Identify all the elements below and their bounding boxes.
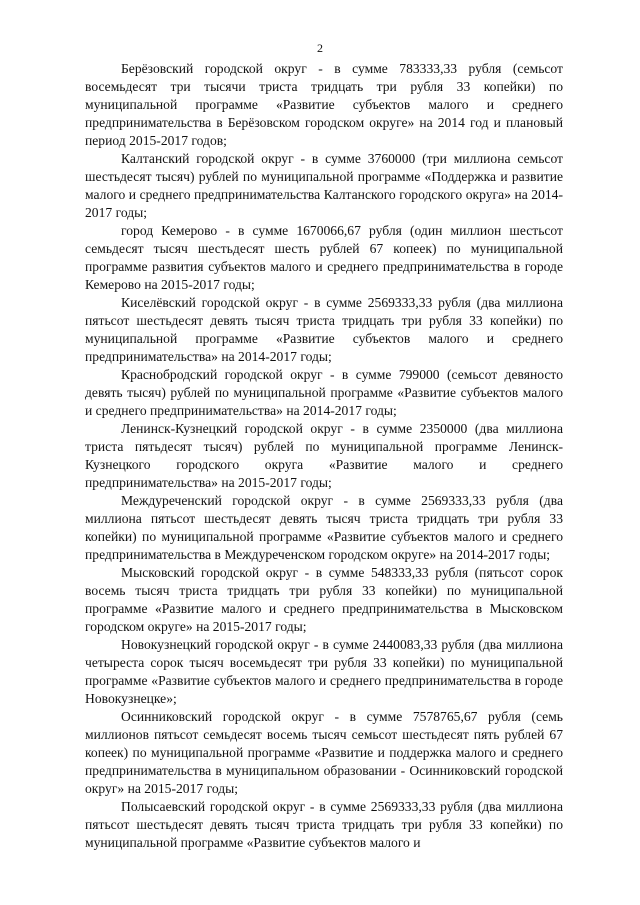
- paragraph-leninsk-kuznetsky: Ленинск-Кузнецкий городской округ - в сумме 2350000 (два миллиона триста пятьдесят тысяч) рублей по муниципальной программе Ленинск-Кузнецкого городского округа «Развитие малого и среднего предпринимательства» на 2015-2017 годы;: [85, 421, 563, 490]
- paragraph-osinniki: Осинниковский городской округ - в сумме 7578765,67 рубля (семь миллионов пятьсот семьдесят восемь тысяч семьсот шестьдесят пять рублей 67 копеек) по муниципальной программе «Развитие и поддержка малого и среднего предпринимательства в муниципальном образовании - Осинниковский городской округ» на 2015-2017 годы;: [85, 709, 563, 796]
- paragraph-krasnobrodsky: Краснобродский городской округ - в сумме 799000 (семьсот девяносто девять тысяч) рублей по муниципальной программе «Развитие субъектов малого и среднего предпринимательства» на 2014-2017 годы;: [85, 367, 563, 418]
- document-body: [85, 60, 563, 852]
- paragraph-polysaevo: Полысаевский городской округ - в сумме 2569333,33 рубля (два миллиона пятьсот шестьдесят девять тысяч триста тридцать три рубля 33 копейки) по муниципальной программе «Развитие субъектов малого и: [85, 799, 563, 850]
- paragraph-kaltan: Калтанский городской округ - в сумме 3760000 (три миллиона семьсот шестьдесят тысяч) рублей по муниципальной программе «Поддержка и развитие малого и среднего предпринимательства Калтанского городского округа» на 2014-2017 годы;: [85, 151, 563, 220]
- paragraph-mezhdurechensk: Междуреченский городской округ - в сумме 2569333,33 рубля (два миллиона пятьсот шестьдесят девять тысяч триста тридцать три рубля 33 копейки) по муниципальной программе «Развитие субъектов малого и среднего предпринимательства в Междуреченском городском округе» на 2014-2017 годы;: [85, 493, 563, 562]
- paragraph-kemerovo: город Кемерово - в сумме 1670066,67 рубля (один миллион шестьсот семьдесят тысяч шестьдесят шесть рублей 67 копеек) по муниципальной программе развития субъектов малого и среднего предпринимательства в городе Кемерово на 2015-2017 годы;: [85, 223, 563, 292]
- paragraph-myski: Мысковский городской округ - в сумме 548333,33 рубля (пятьсот сорок восемь тысяч триста тридцать три рубля 33 копейки) по муниципальной программе «Развитие малого и среднего предпринимательства в Мысковском городском округе» на 2015-2017 годы;: [85, 565, 563, 634]
- paragraph-berezovsky: Берёзовский городской округ - в сумме 783333,33 рубля (семьсот восемьдесят три тысячи триста тридцать три рубля 33 копейки) по муниципальной программе «Развитие субъектов малого и среднего предпринимательства в Берёзовском городском округе» на 2014 год и плановый период 2015-2017 годов;: [85, 61, 563, 148]
- paragraph-kiselevsk: Киселёвский городской округ - в сумме 2569333,33 рубля (два миллиона пятьсот шестьдесят девять тысяч триста тридцать три рубля 33 копейки) по муниципальной программе «Развитие субъектов малого и среднего предпринимательства» на 2014-2017 годы;: [85, 295, 563, 364]
- paragraph-novokuznetsk: Новокузнецкий городской округ - в сумме 2440083,33 рубля (два миллиона четыреста сорок тысяч восемьдесят три рубля 33 копейки) по муниципальной программе «Развитие субъектов малого и среднего предпринимательства в городе Новокузнецке»;: [85, 637, 563, 706]
- page-number: 2: [317, 41, 323, 55]
